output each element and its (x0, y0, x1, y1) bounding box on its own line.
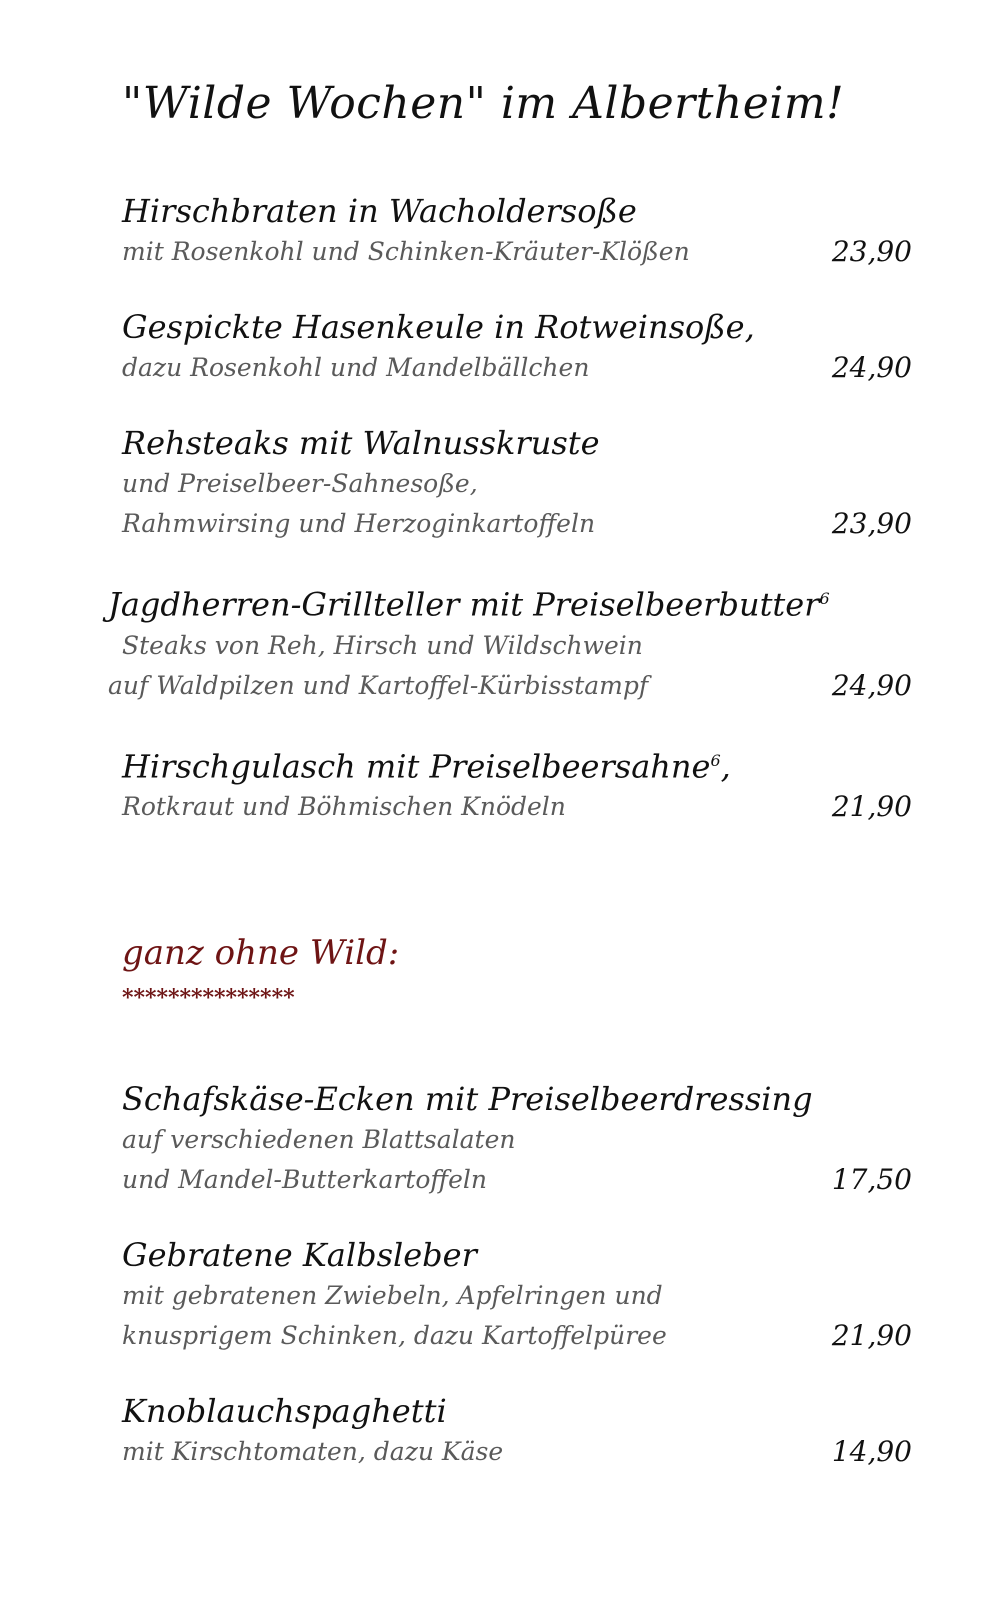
dish-price: 21,90 (831, 790, 912, 824)
dish-price: 21,90 (831, 1319, 912, 1352)
dish-price: 17,50 (831, 1163, 912, 1196)
star-divider: *************** (122, 985, 295, 1011)
dish-name-text: Jagdherren-Grillteller mit Preiselbeerbutter (108, 585, 820, 624)
dish-price: 23,90 (831, 507, 912, 540)
dish-item (122, 422, 912, 544)
dish-description: Steaks von Reh, Hirsch und Wildschwein (122, 630, 643, 660)
dish-description: und Preiselbeer-Sahnesoße, (122, 469, 478, 498)
dish-name-text: Hirschgulasch mit Preiselbeersahne (122, 747, 711, 786)
dish-description: mit gebratenen Zwiebeln, Apfelringen und (122, 1281, 663, 1310)
dish-name: Gebratene Kalbsleber (122, 1236, 477, 1274)
dish-description: mit Kirschtomaten, dazu Käse (122, 1437, 504, 1466)
dish-description: knusprigem Schinken, dazu Kartoffelpüree (122, 1321, 667, 1350)
dish-name: Gespickte Hasenkeule in Rotweinsoße, (122, 308, 755, 346)
dish-name (108, 578, 912, 626)
dish-name (122, 740, 912, 788)
allergen-footnote: 6 (710, 750, 721, 770)
dish-item (122, 740, 912, 828)
dish-item (122, 1390, 912, 1472)
dish-price: 24,90 (831, 351, 912, 384)
menu-title: "Wilde Wochen" im Albertheim! (122, 78, 845, 129)
dish-name-suffix: , (720, 747, 731, 786)
dish-price: 14,90 (831, 1435, 912, 1468)
dish-description: auf Waldpilzen und Kartoffel-Kürbisstampf (108, 670, 649, 700)
dish-item (122, 1234, 912, 1356)
dish-description: Rotkraut und Böhmischen Knödeln (122, 792, 566, 822)
dish-price: 24,90 (831, 668, 912, 702)
dish-item (108, 578, 912, 706)
dish-item (122, 1078, 912, 1200)
dish-name: Hirschbraten in Wacholdersoße (122, 192, 637, 230)
dish-price: 23,90 (831, 235, 912, 268)
dish-item (122, 190, 912, 272)
no-game-heading: ganz ohne Wild: (122, 933, 400, 973)
dish-description: Rahmwirsing und Herzoginkartoffeln (122, 509, 596, 538)
other-dishes-section (122, 1078, 912, 1506)
dish-name: Rehsteaks mit Walnusskruste (122, 424, 600, 462)
dish-description: dazu Rosenkohl und Mandelbällchen (122, 353, 590, 382)
dish-description: mit Rosenkohl und Schinken-Kräuter-Klößen (122, 237, 690, 266)
dish-name: Schafskäse-Ecken mit Preiselbeerdressing (122, 1080, 813, 1118)
dish-name: Knoblauchspaghetti (122, 1392, 447, 1430)
dish-item (122, 306, 912, 388)
game-dishes-section (108, 190, 912, 861)
dish-description: und Mandel-Butterkartoffeln (122, 1165, 488, 1194)
dish-description: auf verschiedenen Blattsalaten (122, 1125, 516, 1154)
allergen-footnote: 6 (819, 589, 830, 608)
